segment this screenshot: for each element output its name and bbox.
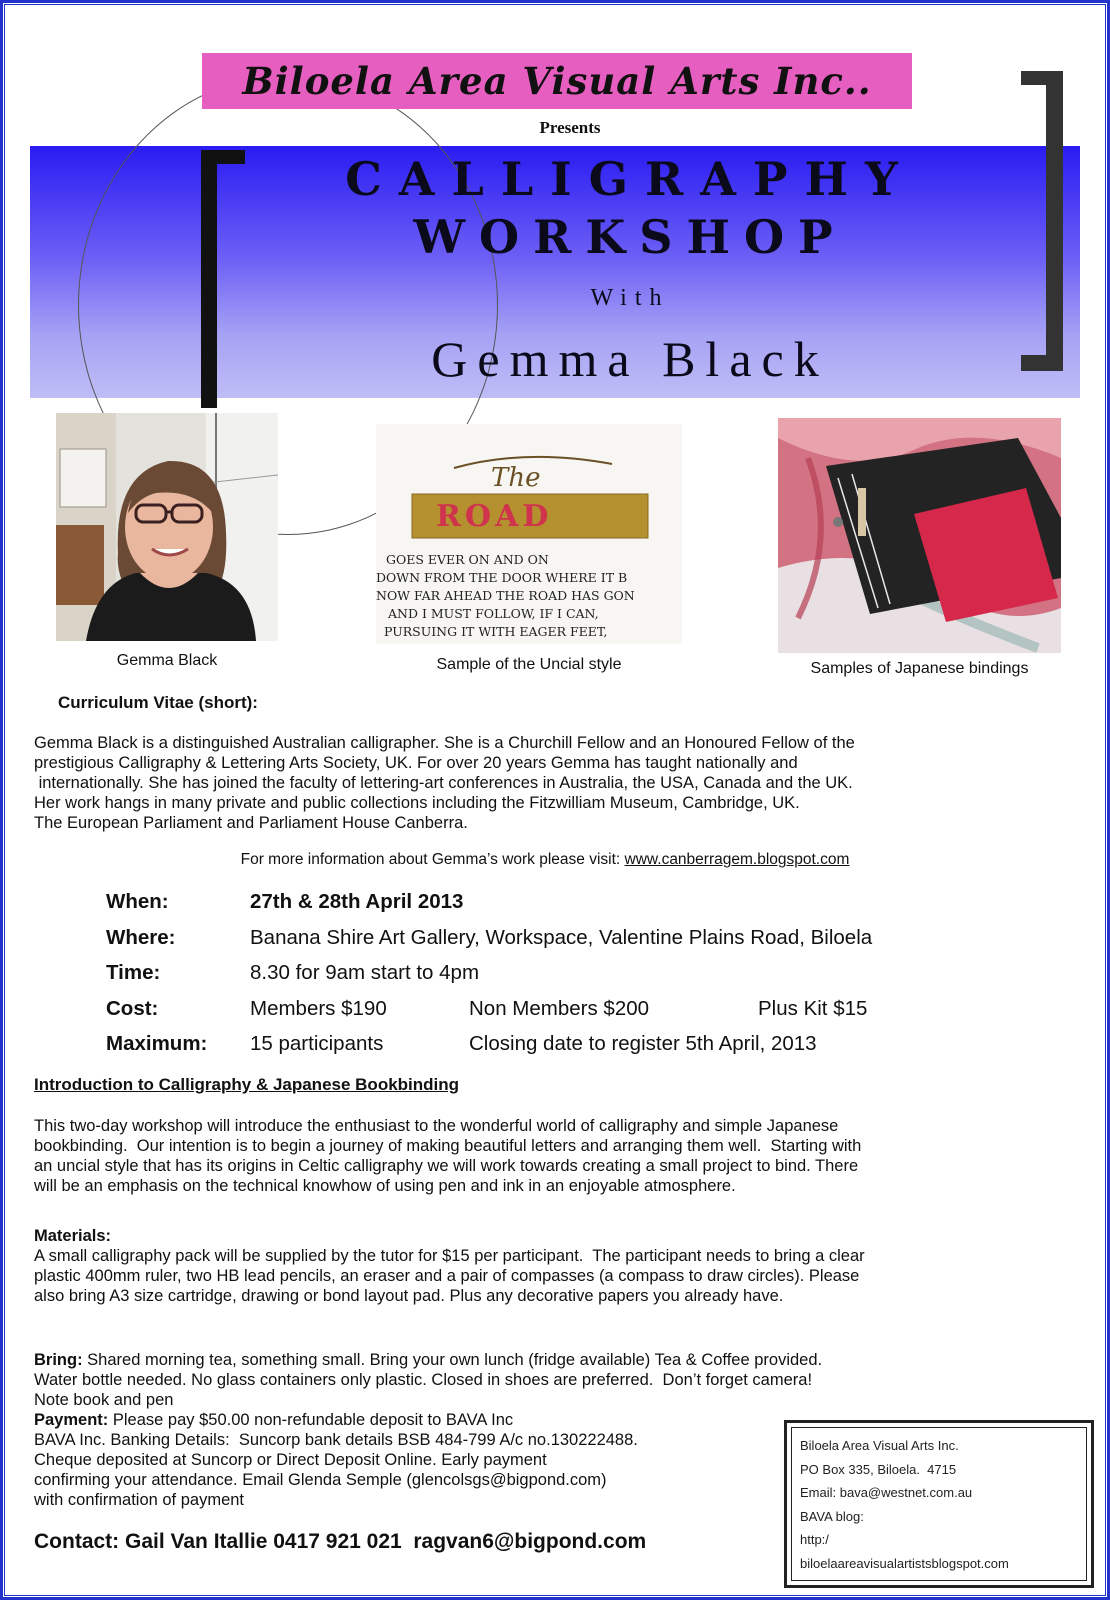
- caption-tutor: Gemma Black: [116, 652, 218, 669]
- address-box-inner: [791, 1427, 1087, 1581]
- intro-line: will be an emphasis on the technical knowhow of using pen and ink in an enjoyable atmosphere.: [34, 1177, 736, 1195]
- presents-label: Presents: [539, 118, 601, 137]
- bindings-photo: [778, 418, 1061, 653]
- cv-line: Gemma Black is a distinguished Australian calligrapher. She is a Churchill Fellow and an Honoured Fellow of the: [34, 734, 855, 752]
- cv-line: prestigious Calligraphy & Lettering Arts Society, UK. For over 20 years Gemma has taught nationally and: [34, 754, 798, 772]
- caption-bindings: Samples of Japanese bindings: [810, 660, 1029, 677]
- right-bracket: [1046, 71, 1063, 371]
- address-org: Biloela Area Visual Arts Inc.: [800, 1438, 959, 1453]
- uncial-line-1: GOES EVER ON AND ON: [386, 552, 549, 567]
- where-label: Where:: [106, 926, 176, 949]
- right-bracket-top: [1021, 71, 1063, 85]
- address-email: Email: bava@westnet.com.au: [800, 1485, 973, 1500]
- cost-kit: Plus Kit $15: [758, 997, 868, 1020]
- maximum-label: Maximum:: [106, 1032, 208, 1055]
- intro-heading: Introduction to Calligraphy & Japanese Bookbinding: [34, 1075, 460, 1094]
- banner-with: With: [590, 285, 670, 311]
- uncial-line-2: DOWN FROM THE DOOR WHERE IT B: [376, 570, 628, 585]
- uncial-line-5: PURSUING IT WITH EAGER FEET,: [384, 624, 608, 639]
- payment-line: confirming your attendance. Email Glenda Semple (glencolsgs@bigpond.com): [34, 1471, 607, 1489]
- cv-heading: Curriculum Vitae (short):: [58, 693, 258, 712]
- cv-line: Her work hangs in many private and public collections including the Fitzwilliam Museum, Cambridge, UK.: [34, 794, 800, 812]
- cv-body: [34, 733, 1094, 833]
- banner-title-workshop: WORKSHOP: [413, 210, 847, 264]
- materials-heading: Materials:: [34, 1227, 112, 1245]
- banner-tutor-name: Gemma Black: [431, 331, 829, 387]
- intro-line: bookbinding. Our intention is to begin a journey of making beautiful letters and arranging them well. Starting with: [34, 1137, 862, 1155]
- materials-line: also bring A3 size cartridge, drawing or bond layout pad. Plus any decorative papers you already have.: [34, 1287, 784, 1305]
- cost-label: Cost:: [106, 997, 159, 1020]
- time-label: Time:: [106, 961, 161, 984]
- address-blog-prefix: http:/: [800, 1532, 829, 1547]
- when-label: When:: [106, 890, 169, 913]
- left-bracket-top: [201, 150, 245, 164]
- time-value: 8.30 for 9am start to 4pm: [250, 961, 480, 984]
- caption-uncial: Sample of the Uncial style: [436, 656, 622, 673]
- bring-line: Shared morning tea, something small. Bring your own lunch (fridge available) Tea & Coffee provided.: [82, 1351, 823, 1369]
- payment-line: Cheque deposited at Suncorp or Direct Deposit Online. Early payment: [34, 1451, 547, 1469]
- address-blog-url: biloelaareavisualartistsblogspot.com: [800, 1555, 1009, 1571]
- uncial-sample-photo: [376, 424, 682, 644]
- materials-section: [34, 1226, 1094, 1306]
- uncial-line-3: NOW FAR AHEAD THE ROAD HAS GON: [376, 588, 635, 603]
- intro-line: an uncial style that has its origins in Celtic calligraphy we will work towards creating a small project to bind. There: [34, 1157, 859, 1175]
- cv-line: The European Parliament and Parliament House Canberra.: [34, 814, 468, 832]
- materials-line: plastic 400mm ruler, two HB lead pencils, an eraser and a pair of compasses (a compass to draw circles). Please: [34, 1267, 860, 1285]
- left-bracket: [201, 150, 217, 408]
- payment-line: Please pay $50.00 non-refundable deposit to BAVA Inc: [108, 1411, 514, 1429]
- intro-body: [34, 1116, 1094, 1196]
- address-box: [784, 1420, 1094, 1588]
- bring-line: Water bottle needed. No glass containers only plastic. Closed in shoes are preferred. Don’t forget camera!: [34, 1371, 813, 1389]
- uncial-title-road: ROAD: [436, 499, 553, 534]
- cv-line: internationally. She has joined the faculty of lettering-art conferences in Australia, the USA, Canada and the UK.: [34, 774, 853, 792]
- payment-line: with confirmation of payment: [34, 1491, 245, 1509]
- maximum-value: 15 participants: [250, 1032, 384, 1055]
- materials-line: A small calligraphy pack will be supplied by the tutor for $15 per participant. The participant needs to bring a clear: [34, 1247, 865, 1265]
- more-info: [0, 851, 1090, 869]
- right-bracket-bottom: [1021, 355, 1063, 371]
- address-po-box: PO Box 335, Biloela. 4715: [800, 1461, 957, 1477]
- uncial-title-the: The: [491, 463, 541, 493]
- bring-line: Note book and pen: [34, 1391, 174, 1409]
- cost-non-members: Non Members $200: [469, 997, 650, 1020]
- uncial-line-4: AND I MUST FOLLOW, IF I CAN,: [388, 606, 599, 621]
- banner-title-calligraphy: CALLIGRAPHY: [345, 152, 915, 206]
- org-title: Biloela Area Visual Arts Inc..: [202, 53, 912, 109]
- when-value: 27th & 28th April 2013: [250, 890, 464, 913]
- closing-date: Closing date to register 5th April, 2013: [469, 1032, 817, 1055]
- bring-label: Bring:: [34, 1351, 83, 1369]
- address-blog-label: BAVA blog:: [800, 1508, 864, 1524]
- more-info-text: For more information about Gemma’s work please visit:: [240, 851, 625, 868]
- contact-line: Contact: Gail Van Itallie 0417 921 021 ragvan6@bigpond.com: [34, 1530, 647, 1553]
- payment-label: Payment:: [34, 1411, 109, 1429]
- payment-line: BAVA Inc. Banking Details: Suncorp bank details BSB 484-799 A/c no.130222488.: [34, 1431, 638, 1449]
- blog-link[interactable]: www.canberragem.blogspot.com: [624, 851, 850, 868]
- cost-members: Members $190: [250, 997, 387, 1020]
- tutor-photo: [56, 413, 278, 641]
- where-value: Banana Shire Art Gallery, Workspace, Valentine Plains Road, Biloela: [250, 926, 873, 949]
- intro-line: This two-day workshop will introduce the enthusiast to the wonderful world of calligraphy and simple Japanese: [34, 1117, 839, 1135]
